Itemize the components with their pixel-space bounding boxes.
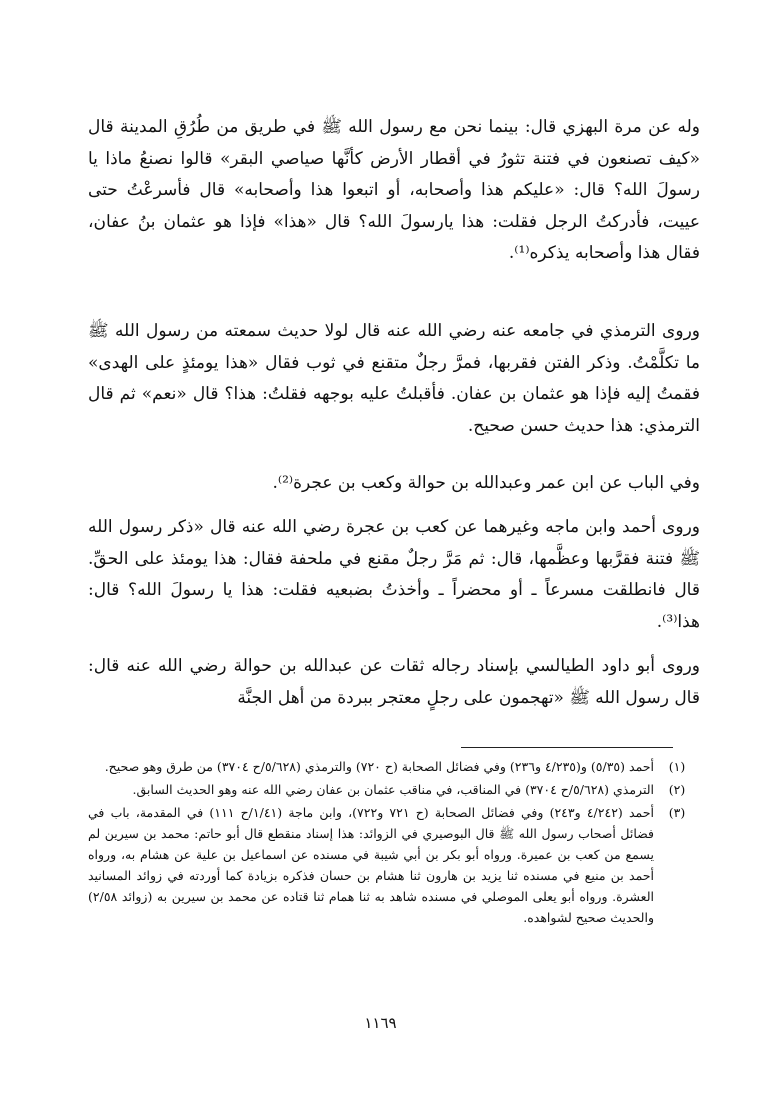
page-number: ١١٦٩ xyxy=(364,1014,397,1032)
footnote-number: (٣) xyxy=(668,805,686,820)
footnote-separator xyxy=(461,747,673,748)
footnote-text: الترمذي (٥/٦٢٨/ح ٣٧٠٤) في المناقب، في مناقب عثمان بن عفان رضي الله عنه وهو الحديث السابق. xyxy=(132,782,654,797)
paragraph-text: وله عن مرة البهزي قال: بينما نحن مع رسول الله ﷺ في طريق من طُرُقِ المدينة قال «كيف تصنعون في فتنة تثورُ في أقطار الأرض كأنَّها صياصي البقر» قالوا نصنعُ ماذا يا رسولَ الله؟ قال: «عليكم هذا وأصحابه، أو اتبعوا هذا وأصحابه» قال فأسرعْتُ حتى عييت، فأدركتُ الرجل فقلت: هذا يارسولَ الله؟ قال «هذا» فإذا هو عثمان بنُ عفان، فقال هذا وأصحابه يذكره⁽¹⁾. xyxy=(88,117,700,263)
footnote-text: أحمد (٥/٣٥) و(٤/٢٣٥ و٢٣٦) وفي فضائل الصحابة (ح ٧٢٠) والترمذي (٥/٦٢٨/ح ٣٧٠٤) من طرق وهو صحيح. xyxy=(104,759,654,774)
paragraph-1 xyxy=(88,112,700,270)
footnote-2 xyxy=(88,779,700,800)
paragraph-text: وروى أبو داود الطيالسي بإسناد رجاله ثقات عن عبدالله بن حوالة رضي الله عنه قال: قال رسول الله ﷺ «تهجمون على رجلٍ معتجر ببردة من أهل الجنَّة xyxy=(88,656,700,708)
paragraph-text: وروى أحمد وابن ماجه وغيرهما عن كعب بن عجرة رضي الله عنه قال «ذكر رسول الله ﷺ فتنة فقرَّبها وعظَّمها، قال: ثم مَرَّ رجلٌ مقنع في ملحفة فقال: هذا يومئذ على الحقِّ. قال فانطلقت مسرعاً ـ أو محضراً ـ وأخذتُ بضبعيه فقلت: هذا يا رسولَ الله؟ قال: هذا⁽³⁾. xyxy=(88,517,700,632)
footnote-3 xyxy=(88,802,700,928)
footnote-1 xyxy=(88,756,700,777)
footnote-text: أحمد (٤/٢٤٢ و٢٤٣) وفي فضائل الصحابة (ح ٧٢١ و٧٢٢)، وابن ماجة (١/٤١/ح ١١١) في المقدمة، باب في فضائل أصحاب رسول الله ﷺ قال البوصيري في الزوائد: هذا إسناد منقطع قال أبو حاتم: محمد بن سيرين لم يسمع من كعب بن عميرة. ورواه أبو بكر بن أبي شيبة في مسنده عن اسماعيل بن علية عن هشام به، ورواه أحمد بن منيع في مسنده ثنا يزيد بن هارون ثنا هشام بن حسان فذكره بزيادة كما أوردته في زوائد المسانيد العشرة. ورواه أبو يعلى الموصلي في مسنده شاهد به ثنا همام ثنا قتاده عن محمد بن سيرين به (زوائد ٢/٥٨) والحديث صحيح لشواهده. xyxy=(88,805,654,925)
paragraph-text: وفي الباب عن ابن عمر وعبدالله بن حوالة وكعب بن عجرة⁽²⁾. xyxy=(272,473,700,493)
paragraph-3 xyxy=(88,468,700,500)
footnote-number: (١) xyxy=(668,759,686,774)
footnotes xyxy=(88,756,700,930)
paragraph-5 xyxy=(88,651,700,714)
paragraph-4 xyxy=(88,512,700,638)
paragraph-2 xyxy=(88,316,700,442)
paragraph-text: وروى الترمذي في جامعه عنه رضي الله عنه قال لولا حديث سمعته من رسول الله ﷺ ما تكلَّمْتُ. وذكر الفتن فقربها، فمرَّ رجلٌ متقنع في ثوب فقال «هذا يومئذٍ على الهدى» فقمتُ إليه فإذا هو عثمان بن عفان. فأقبلتُ عليه بوجهه فقلتُ: هذا؟ قال «نعم» ثم قال الترمذي: هذا حديث حسن صحيح. xyxy=(88,321,700,436)
footnote-number: (٢) xyxy=(668,782,686,797)
